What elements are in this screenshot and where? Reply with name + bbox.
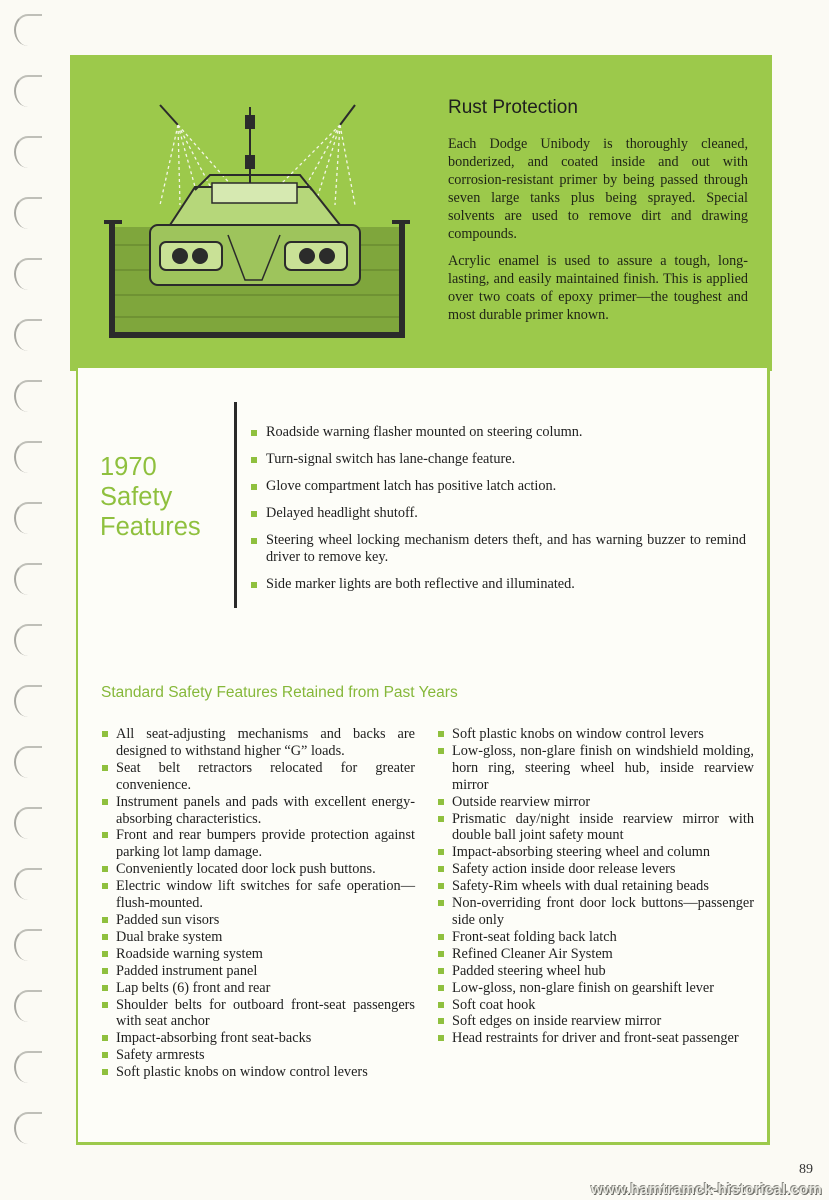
page-number: 89 <box>799 1162 813 1177</box>
list-item: Electric window lift switches for safe operation—flush-mounted. <box>102 878 415 912</box>
safety-features-title <box>100 452 230 542</box>
list-item: Delayed headlight shutoff. <box>251 505 746 522</box>
binder-hole <box>14 868 42 900</box>
list-item: Safety-Rim wheels with dual retaining beads <box>438 878 754 895</box>
binder-hole <box>14 746 42 778</box>
binder-hole <box>14 258 42 290</box>
car-dip-tank-illustration <box>100 95 410 345</box>
binder-hole <box>14 624 42 656</box>
rust-protection-panel <box>70 55 772 371</box>
list-item: Low-gloss, non-glare finish on windshield molding, horn ring, steering wheel hub, inside rearview mirror <box>438 743 754 794</box>
list-item: Head restraints for driver and front-seat passenger <box>438 1030 754 1047</box>
list-item: Prismatic day/night inside rearview mirror with double ball joint safety mount <box>438 811 754 845</box>
binder-hole <box>14 441 42 473</box>
list-item: Turn-signal switch has lane-change feature. <box>251 451 746 468</box>
safety-features-list <box>251 424 746 603</box>
binder-hole <box>14 380 42 412</box>
list-item: Instrument panels and pads with excellent energy-absorbing characteristics. <box>102 794 415 828</box>
list-item: Dual brake system <box>102 929 415 946</box>
list-item: Roadside warning system <box>102 946 415 963</box>
standard-features-left-column <box>102 726 415 1081</box>
list-item: Impact-absorbing front seat-backs <box>102 1030 415 1047</box>
list-item: Front and rear bumpers provide protection against parking lot lamp damage. <box>102 827 415 861</box>
list-item: Impact-absorbing steering wheel and column <box>438 844 754 861</box>
binder-hole <box>14 685 42 717</box>
list-item: Safety armrests <box>102 1047 415 1064</box>
rust-paragraph: Acrylic enamel is used to assure a tough, long-lasting, and easily maintained finish. This is applied over two coats of epoxy primer—the toughest and most durable primer known. <box>448 253 748 323</box>
list-item: Soft coat hook <box>438 997 754 1014</box>
binder-hole <box>14 197 42 229</box>
binder-holes <box>14 14 50 1194</box>
list-item: Padded steering wheel hub <box>438 963 754 980</box>
list-item: Conveniently located door lock push buttons. <box>102 861 415 878</box>
binder-hole <box>14 14 42 46</box>
list-item: Refined Cleaner Air System <box>438 946 754 963</box>
list-item: Safety action inside door release levers <box>438 861 754 878</box>
list-item: Outside rearview mirror <box>438 794 754 811</box>
list-item: Steering wheel locking mechanism deters theft, and has warning buzzer to remind driver to remove key. <box>251 532 746 566</box>
list-item: Soft plastic knobs on window control levers <box>438 726 754 743</box>
divider-bar <box>234 402 237 608</box>
binder-hole <box>14 1112 42 1144</box>
list-item: Non-overriding front door lock buttons—passenger side only <box>438 895 754 929</box>
list-item: Soft edges on inside rearview mirror <box>438 1013 754 1030</box>
list-item: All seat-adjusting mechanisms and backs are designed to withstand higher “G” loads. <box>102 726 415 760</box>
binder-hole <box>14 136 42 168</box>
list-item: Lap belts (6) front and rear <box>102 980 415 997</box>
title-line: 1970 <box>100 453 157 481</box>
binder-hole <box>14 929 42 961</box>
rust-paragraph: Each Dodge Unibody is thoroughly cleaned, bonderized, and coated inside and out with corrosion-resistant primer by being passed through seven large tanks plus being sprayed. Special solvents are used to remove dirt and drawing compounds. <box>448 136 748 242</box>
rust-protection-body <box>448 135 748 333</box>
list-item: Shoulder belts for outboard front-seat passengers with seat anchor <box>102 997 415 1031</box>
list-item: Roadside warning flasher mounted on steering column. <box>251 424 746 441</box>
list-item: Side marker lights are both reflective and illuminated. <box>251 576 746 593</box>
standard-features-heading: Standard Safety Features Retained from Past Years <box>101 684 458 701</box>
watermark: www.hamtramck-historical.com <box>591 1181 822 1198</box>
list-item: Glove compartment latch has positive latch action. <box>251 478 746 495</box>
binder-hole <box>14 563 42 595</box>
rust-protection-title: Rust Protection <box>448 97 578 118</box>
list-item: Soft plastic knobs on window control levers <box>102 1064 415 1081</box>
binder-hole <box>14 1051 42 1083</box>
binder-hole <box>14 990 42 1022</box>
title-line: Safety <box>100 483 173 511</box>
list-item: Padded sun visors <box>102 912 415 929</box>
binder-hole <box>14 807 42 839</box>
list-item: Padded instrument panel <box>102 963 415 980</box>
binder-hole <box>14 502 42 534</box>
title-line: Features <box>100 513 201 541</box>
list-item: Low-gloss, non-glare finish on gearshift lever <box>438 980 754 997</box>
standard-features-right-column <box>438 726 754 1047</box>
list-item: Front-seat folding back latch <box>438 929 754 946</box>
list-item: Seat belt retractors relocated for greater convenience. <box>102 760 415 794</box>
binder-hole <box>14 75 42 107</box>
binder-hole <box>14 319 42 351</box>
